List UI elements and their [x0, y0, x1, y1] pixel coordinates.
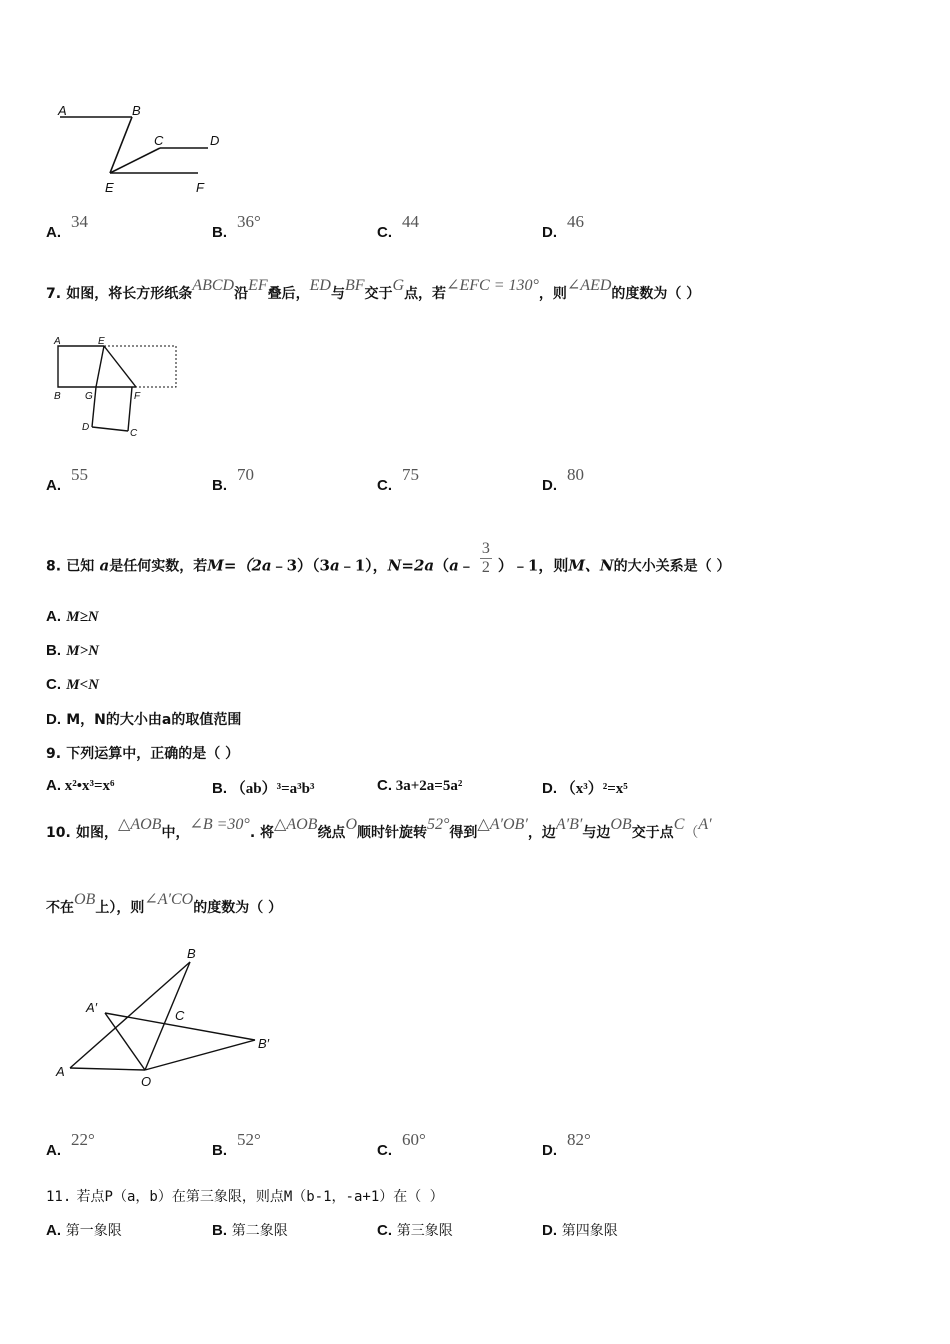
stem-text: 已知	[66, 558, 95, 575]
q7-eg-line	[96, 346, 104, 387]
q11-option-a[interactable]	[46, 1220, 122, 1240]
stem-text: . 将	[249, 825, 275, 841]
math-expr: OB	[610, 816, 632, 833]
stem-text: 点，若	[404, 286, 447, 302]
q8-option-d[interactable]	[46, 709, 241, 729]
q10-option-d[interactable]	[542, 1130, 591, 1160]
q10-label-b: B	[187, 946, 196, 961]
stem-text: 的大小关系是（ ）	[613, 558, 731, 575]
option-value: 34	[71, 212, 88, 231]
q8-option-c[interactable]	[46, 675, 99, 694]
stem-text: （	[684, 825, 699, 841]
math-expr: A′	[698, 816, 712, 833]
stem-text: 沿	[234, 286, 249, 302]
q7-option-a[interactable]	[46, 465, 88, 495]
q10-label-o: O	[141, 1074, 152, 1089]
option-text: （x³）²=x⁵	[560, 781, 628, 797]
q7-stem	[46, 277, 701, 303]
q8-option-a[interactable]	[46, 607, 99, 626]
var-a: a	[330, 556, 340, 575]
option-text: 第三象限	[396, 1223, 453, 1239]
stem-text: ﹣3）（3	[271, 556, 330, 575]
option-label: A.	[46, 1222, 61, 1239]
question-number: 11.	[46, 1189, 72, 1205]
option-label: B.	[46, 642, 61, 659]
fraction-3-2	[480, 540, 492, 577]
math-expr: C	[673, 816, 685, 833]
stem-text: 与边	[582, 825, 611, 841]
math-expr: OB	[74, 891, 96, 908]
q8-stem	[46, 540, 731, 585]
math-expr: A′B′	[555, 816, 583, 833]
q10-label-b-prime: B′	[258, 1036, 270, 1051]
question-number: 10.	[46, 825, 71, 841]
stem-text: 如图，将长方形纸条	[66, 286, 193, 302]
math-expr: ∠B =30°	[189, 816, 250, 833]
option-text: 第二象限	[231, 1223, 288, 1239]
q7-options	[46, 465, 926, 501]
q7-label-e: E	[98, 336, 105, 347]
stem-text: 得到	[449, 825, 478, 841]
option-value: 60°	[402, 1130, 426, 1149]
fraction-denominator: 2	[481, 559, 490, 576]
math-expr: △AOB	[118, 816, 162, 833]
q10-option-c[interactable]	[377, 1130, 426, 1160]
q6-options	[46, 212, 926, 248]
option-value: 44	[402, 212, 419, 231]
stem-text: 是任何实数，若	[109, 558, 208, 575]
option-label: D.	[542, 224, 557, 241]
math-expr: ∠AED	[566, 277, 612, 294]
q7-label-d: D	[82, 422, 90, 433]
q7-label-a: A	[54, 336, 61, 347]
option-label: B.	[212, 1222, 227, 1239]
q9-option-c[interactable]	[377, 777, 462, 795]
var-a: a	[99, 556, 110, 575]
option-label: D.	[542, 477, 557, 494]
q10-label-c: C	[175, 1008, 185, 1023]
q7-figure	[48, 332, 188, 442]
q9-option-a[interactable]	[46, 777, 115, 795]
option-text: M，N的大小由a的取值范围	[66, 712, 242, 728]
q6-label-c: C	[154, 133, 164, 148]
stem-text: 与	[330, 286, 345, 302]
q6-label-b: B	[132, 103, 141, 118]
option-label: A.	[46, 224, 61, 241]
q6-label-a: A	[58, 103, 67, 118]
math-expr: ∠A′CO	[144, 891, 194, 908]
option-label: D.	[542, 1222, 557, 1239]
option-label: C.	[377, 477, 392, 494]
stem-text: 交于	[364, 286, 393, 302]
option-value: 52°	[237, 1130, 261, 1149]
q11-options	[46, 1220, 926, 1246]
option-text: x²•x³=x⁶	[64, 778, 115, 794]
option-label: C.	[46, 676, 61, 693]
stem-text: ﹣	[458, 556, 474, 575]
math-expr: BF	[344, 277, 365, 294]
stem-text: 上），则	[95, 900, 145, 916]
question-number: 7.	[46, 286, 62, 302]
stem-text: 交于点	[631, 825, 674, 841]
q7-ef-line	[104, 346, 136, 387]
option-label: C.	[377, 1222, 392, 1239]
option-text: M>N	[66, 643, 99, 659]
q10-stem-line1	[46, 816, 712, 842]
option-value: 22°	[71, 1130, 95, 1149]
q8-option-b[interactable]	[46, 641, 99, 660]
math-expr: EF	[248, 277, 268, 294]
stem-text: ，边	[527, 825, 556, 841]
stem-text: 的度数为（ ）	[193, 900, 283, 916]
q7-option-b[interactable]	[212, 465, 254, 495]
stem-text: ，则	[538, 286, 567, 302]
stem-text: （	[434, 556, 450, 575]
q6-label-e: E	[105, 180, 114, 195]
stem-text: 绕点	[317, 825, 346, 841]
stem-text: N=2	[387, 556, 425, 575]
q9-option-b[interactable]	[212, 777, 314, 798]
option-label: A.	[46, 1142, 61, 1159]
option-label: D.	[542, 780, 557, 797]
math-expr: ∠EFC = 130°	[446, 277, 539, 294]
var-a: a	[424, 556, 435, 575]
stem-text: 顺时针旋转	[357, 825, 427, 841]
q9-option-d[interactable]	[542, 777, 628, 798]
stem-text: 若点P（a，b）在第三象限，则点M（b-1，-a+1）在（ ）	[76, 1189, 444, 1205]
q6-seg-be	[110, 117, 132, 173]
question-number: 8.	[46, 558, 62, 575]
option-label: A.	[46, 608, 61, 625]
math-expr: ABCD	[192, 277, 235, 294]
option-label: B.	[212, 224, 227, 241]
option-text: （ab）³=a³b³	[230, 781, 315, 797]
stem-text: 下列运算中，正确的是（ ）	[66, 746, 240, 762]
option-label: B.	[212, 780, 227, 797]
stem-text: 不在	[46, 900, 74, 916]
option-value: 46	[567, 212, 584, 231]
q11-stem	[46, 1186, 444, 1206]
option-label: C.	[377, 777, 392, 794]
q10-seg-ab	[70, 962, 190, 1068]
q10-label-a-prime: A′	[86, 1000, 98, 1015]
option-value: 75	[402, 465, 419, 484]
math-expr: O	[345, 816, 357, 833]
q6-label-f: F	[196, 180, 204, 195]
stem-text: 中，	[161, 825, 190, 841]
option-label: B.	[212, 477, 227, 494]
stem-text: M=（2	[207, 556, 262, 575]
option-label: D.	[542, 1142, 557, 1159]
option-text: 第四象限	[561, 1223, 618, 1239]
math-expr: 52°	[427, 816, 450, 833]
q10-figure	[50, 940, 290, 1090]
stem-text: 如图，	[76, 825, 119, 841]
fraction-numerator: 3	[481, 540, 490, 557]
option-label: A.	[46, 477, 61, 494]
option-value: 70	[237, 465, 254, 484]
q7-cf-line	[128, 387, 132, 431]
q10-seg-ob-prime	[145, 1040, 255, 1070]
q6-option-b[interactable]	[212, 212, 261, 242]
math-expr: ED	[309, 277, 331, 294]
q6-option-a[interactable]	[46, 212, 88, 242]
q10-seg-ao	[70, 1068, 145, 1070]
q10-option-a[interactable]	[46, 1130, 95, 1160]
q7-label-b: B	[54, 391, 61, 402]
stem-text: ﹣1），	[339, 556, 388, 575]
option-label: C.	[377, 1142, 392, 1159]
q6-option-d[interactable]	[542, 212, 584, 242]
q10-options	[46, 1130, 926, 1166]
q6-option-c[interactable]	[377, 212, 419, 242]
q6-label-d: D	[210, 133, 220, 148]
stem-text: 叠后，	[267, 286, 310, 302]
var-a: a	[449, 556, 459, 575]
q7-dc-line	[92, 427, 128, 431]
math-expr: △AOB	[274, 816, 318, 833]
q11-option-c[interactable]	[377, 1220, 453, 1240]
q7-option-c[interactable]	[377, 465, 419, 495]
q10-label-a: A	[56, 1064, 65, 1079]
q11-option-b[interactable]	[212, 1220, 288, 1240]
math-expr: △A′OB′	[477, 816, 528, 833]
option-value: 80	[567, 465, 584, 484]
option-text: M<N	[66, 677, 99, 693]
option-value: 55	[71, 465, 88, 484]
q7-dotted-fold	[104, 346, 176, 387]
option-value: 36°	[237, 212, 261, 231]
q7-label-f: F	[134, 391, 141, 402]
option-text: M≥N	[66, 609, 99, 625]
var-a: a	[261, 556, 272, 575]
q7-label-c: C	[130, 428, 138, 439]
math-expr: G	[392, 277, 405, 294]
option-label: C.	[377, 224, 392, 241]
stem-text: 的度数为（ ）	[611, 286, 701, 302]
option-text: 3a+2a=5a²	[395, 778, 463, 794]
option-label: A.	[46, 777, 61, 794]
q7-option-d[interactable]	[542, 465, 584, 495]
option-label: B.	[212, 1142, 227, 1159]
q10-stem-line2	[46, 891, 283, 917]
q11-option-d[interactable]	[542, 1220, 618, 1240]
q10-option-b[interactable]	[212, 1130, 261, 1160]
option-value: 82°	[567, 1130, 591, 1149]
q7-label-g: G	[85, 391, 93, 402]
q9-stem	[46, 743, 239, 763]
stem-text: M、N	[568, 556, 614, 575]
q10-seg-oa-prime	[105, 1013, 145, 1070]
option-text: 第一象限	[65, 1223, 122, 1239]
q9-options	[46, 777, 926, 803]
question-number: 9.	[46, 746, 62, 762]
q6-figure	[50, 95, 240, 200]
option-label: D.	[46, 711, 61, 728]
stem-text: ）﹣1，则	[497, 556, 569, 575]
